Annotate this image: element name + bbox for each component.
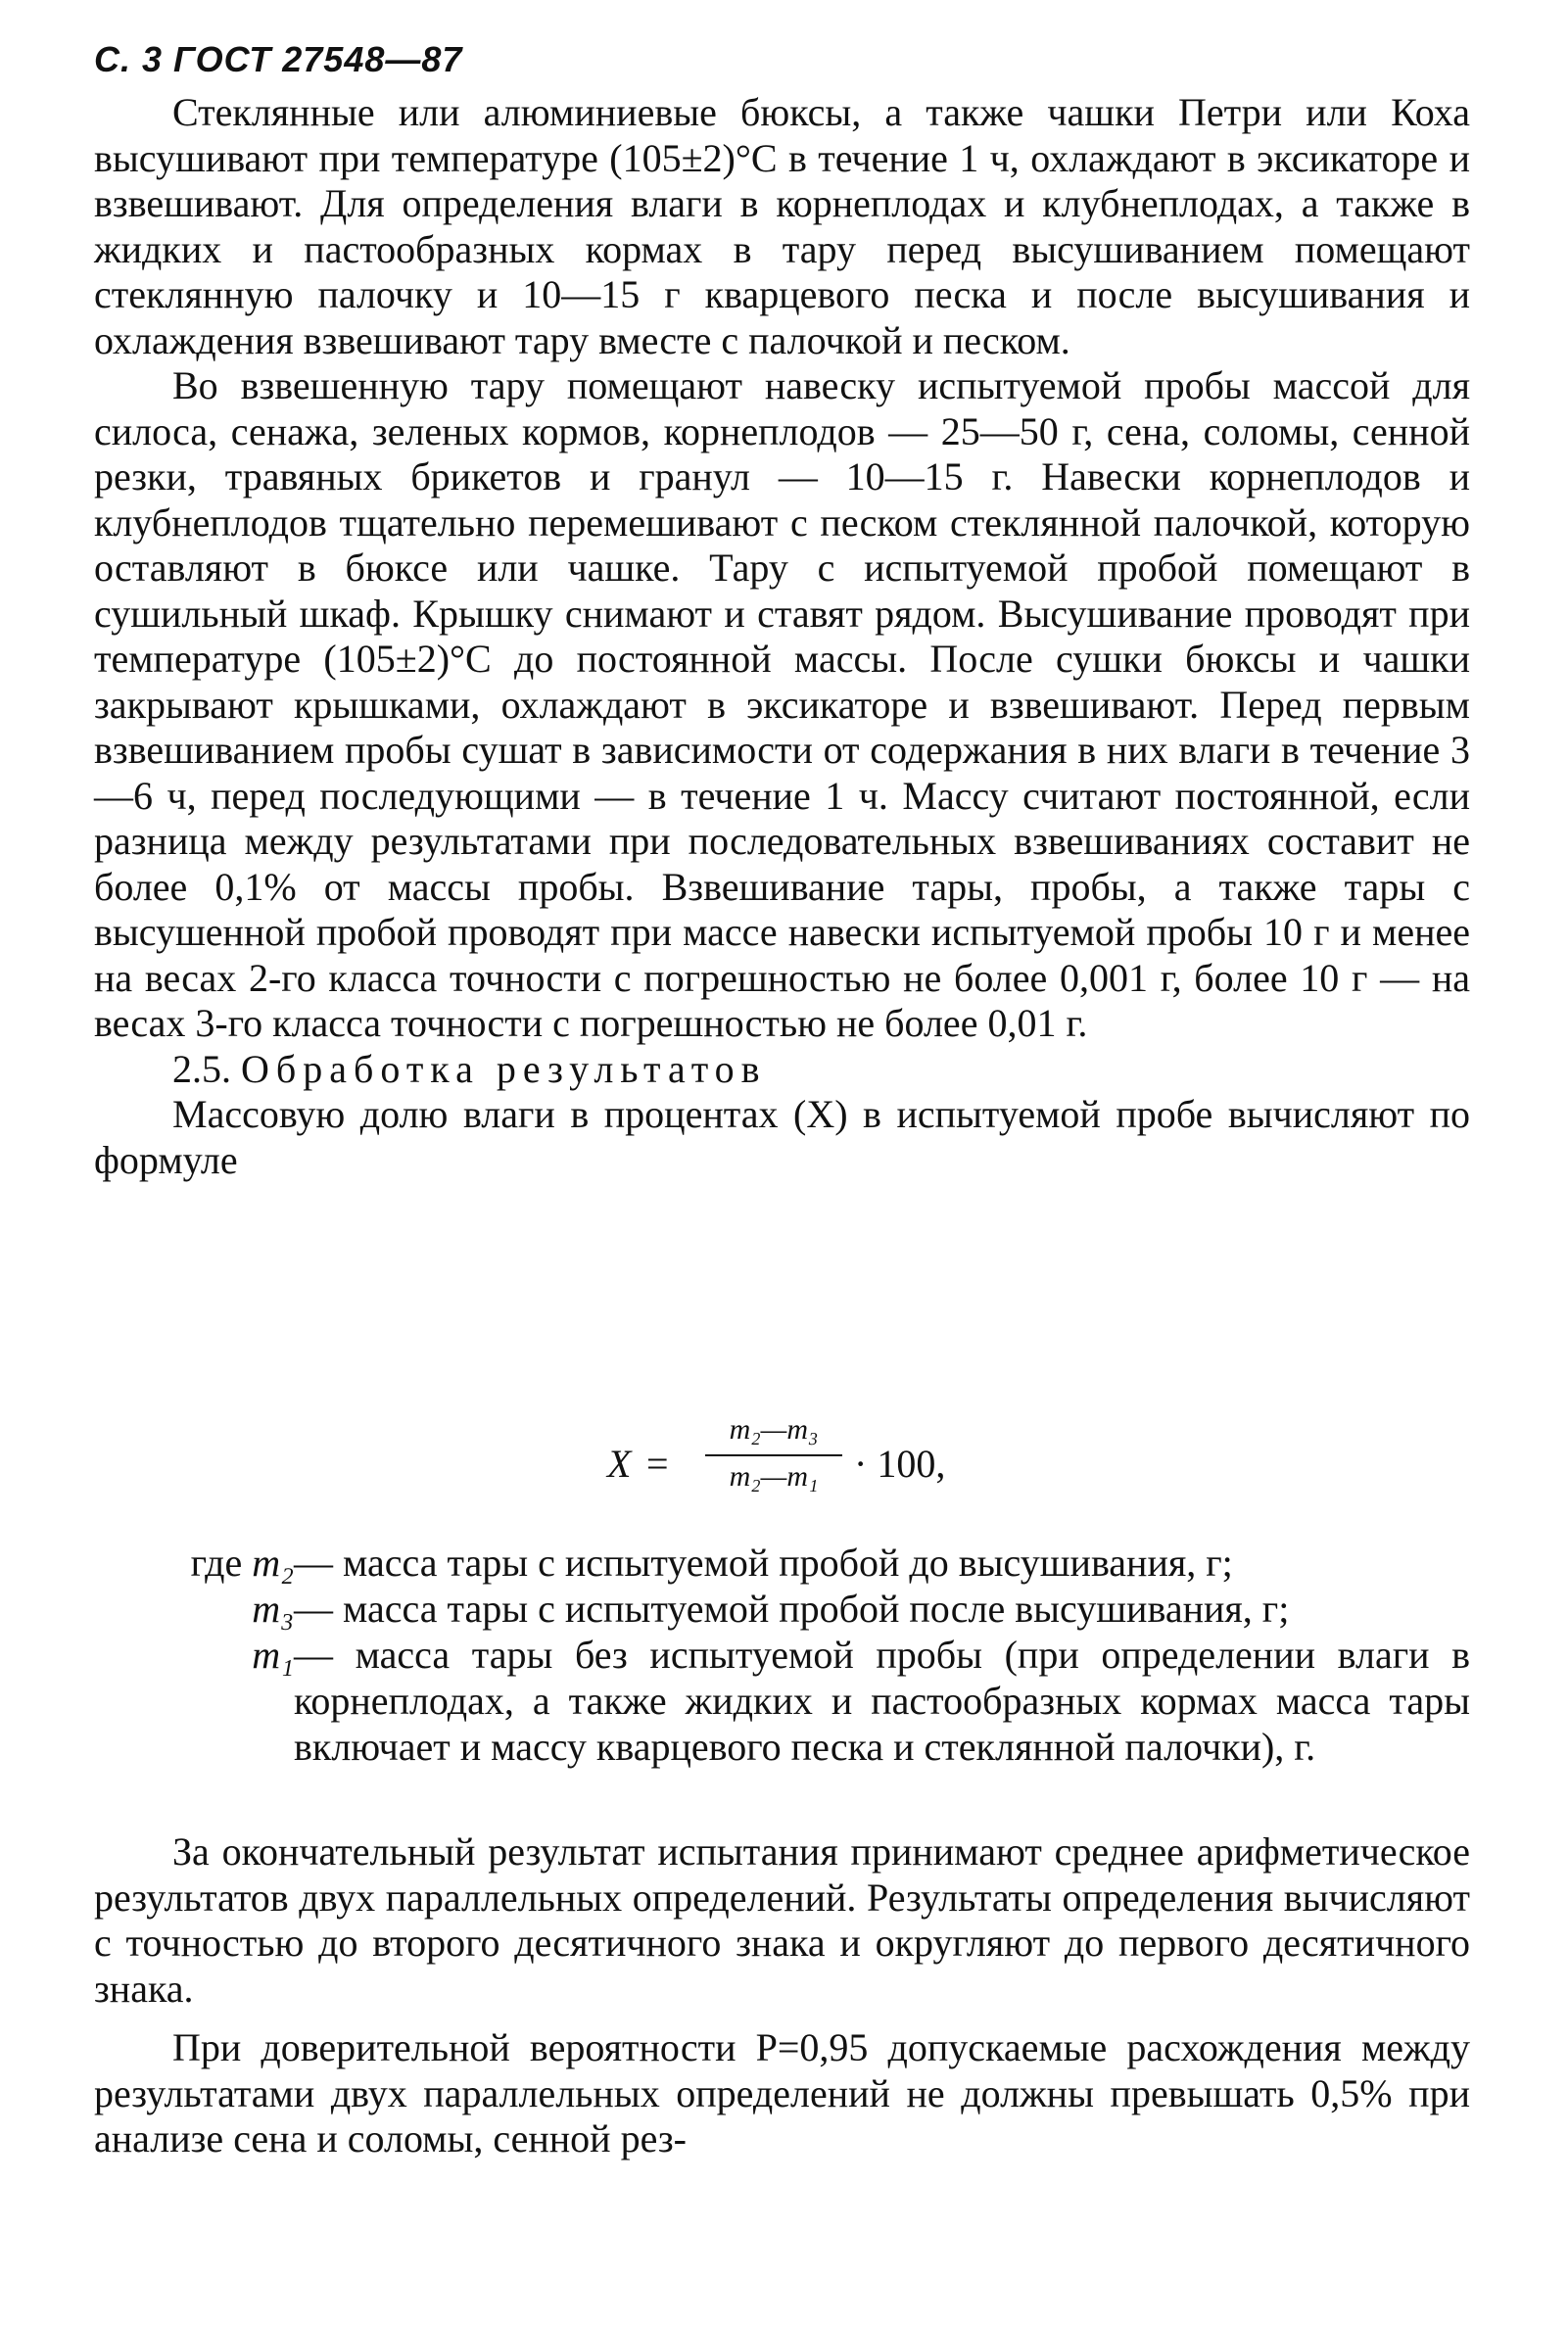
paragraph-1: Стеклянные или алюминиевые бюксы, а также чашки Петри или Коха высушивают при температуре (105±2)°С в течение 1 ч, охлаждают в эксикаторе и взвешивают. Для определения влаги в корнеплодах и клубнеплодах, а также в жидких и пастообразных кормах в тару перед высушиванием помещают стеклянную палочку и 10—15 г кварцевого песка и после высушивания и охлаждения взвешивают тару вместе с палочкой и песком. [94, 90, 1470, 362]
legend-var: m₃ [252, 1587, 294, 1631]
moisture-formula [607, 1413, 1019, 1511]
legend-row [94, 1632, 1470, 1770]
page-header: С. 3 ГОСТ 27548—87 [94, 39, 463, 79]
main-text-block [94, 90, 1470, 1183]
formula-lhs: X [607, 1442, 632, 1486]
legend-text: — масса тары с испытуемой пробой до высушивания, г; [294, 1541, 1233, 1585]
formula-denominator: m₂—m₁ [729, 1460, 819, 1493]
section-number: 2.5. [172, 1046, 231, 1091]
legend-row [94, 1586, 1470, 1632]
fraction-bar [705, 1454, 842, 1456]
formula-legend [94, 1540, 1470, 1770]
section-heading [94, 1047, 1470, 1093]
formula-fraction [705, 1413, 842, 1494]
legend-text: — масса тары с испытуемой пробой после высушивания, г; [294, 1587, 1290, 1631]
formula-intro: Массовую долю влаги в процентах (X) в испытуемой пробе вычисляют по формуле [94, 1092, 1470, 1182]
formula-multiplier: · 100, [854, 1442, 946, 1486]
legend-intro: где [190, 1541, 243, 1585]
formula-numerator: m₂—m₃ [729, 1413, 819, 1446]
paragraph-2: Во взвешенную тару помещают навеску испытуемой пробы массой для силоса, сенажа, зеленых кормов, корнеплодов — 25—50 г, сена, соломы, сенной резки, травяных брикетов и гранул — 10—15 г. Навески корнеплодов и клубнеплодов тщательно перемешивают с песком стеклянной палочкой, которую оставляют в бюксе или чашке. Тару с испытуемой пробой помещают в сушильный шкаф. Крышку снимают и ставят рядом. Высушивание проводят при температуре (105±2)°С до постоянной массы. После сушки бюксы и чашки закрывают крышками, охлаждают в эксикаторе и взвешивают. Перед первым взвешиванием пробы сушат в зависимости от содержания в них влаги в течение 3—6 ч, перед последующими — в течение 1 ч. Массу считают постоянной, если разница между результатами при последовательных взвешиваниях составит не более 0,1% от массы пробы. Взвешивание тары, пробы, а также тары с высушенной пробой проводят при массе навески испытуемой пробы 10 г и менее на весах 2-го класса точности с погрешностью не более 0,001 г, более 10 г — на весах 3-го класса точности с погрешностью не более 0,01 г. [94, 363, 1470, 1045]
legend-text: — масса тары без испытуемой пробы (при определении влаги в корнеплодах, а также жидких и пастообразных кормах масса тары включает и массу кварцевого песка и стеклянной палочки), г. [294, 1633, 1470, 1769]
paragraph-final-1: За окончательный результат испытания принимают среднее арифметическое результатов двух параллельных определений. Результаты определения вычисляют с точностью до второго десятичного знака и округляют до первого десятичного знака. [94, 1829, 1470, 2011]
legend-var: m₂ [252, 1541, 294, 1585]
paragraph-final-2: При доверительной вероятности P=0,95 допускаемые расхождения между результатами двух параллельных определений не должны превышать 0,5% при анализе сена и соломы, сенной рез- [94, 2025, 1470, 2160]
formula-equals: = [646, 1442, 669, 1486]
section-title: Обработка результатов [241, 1046, 767, 1091]
final-text-block [94, 1829, 1470, 2162]
legend-row [94, 1540, 1470, 1586]
legend-var: m₁ [252, 1633, 294, 1677]
